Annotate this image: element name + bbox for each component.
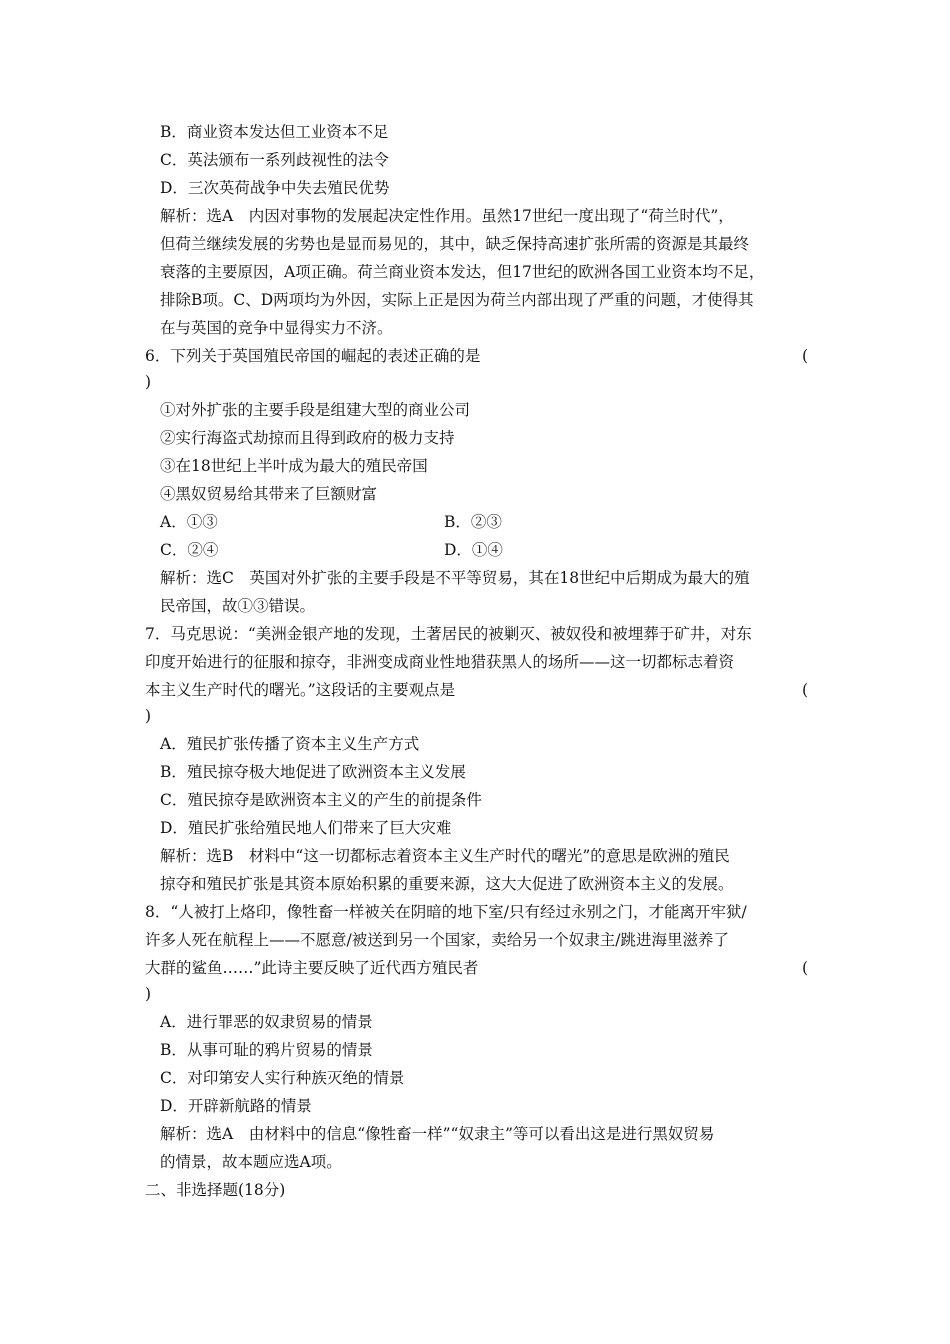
q7-stem-line: 本主义生产时代的曙光。”这段话的主要观点是 <box>145 681 456 699</box>
q6-option-c: C．②④ <box>160 541 219 559</box>
q8-analysis-line: 的情景，故本题应选A项。 <box>160 1153 342 1171</box>
q6-stem <box>0 346 950 366</box>
q8-option-d: D．开辟新航路的情景 <box>160 1097 312 1115</box>
q5-analysis-line: 衰落的主要原因，A项正确。荷兰商业资本发达，但17世纪的欧洲各国工业资本均不足， <box>160 263 765 281</box>
q5-analysis-line: 但荷兰继续发展的劣势也是显而易见的，其中，缺乏保持高速扩张所需的资源是其最终 <box>160 235 750 253</box>
q7-analysis-line: 掠夺和殖民扩张是其资本原始积累的重要来源，这大大促进了欧洲资本主义的发展。 <box>160 875 734 893</box>
q8-analysis-line: 解析：选A 由材料中的信息“像牲畜一样”“奴隶主”等可以看出这是进行黑奴贸易 <box>160 1125 715 1143</box>
q6-options-row-1 <box>0 512 950 532</box>
q6-stem-text: 6．下列关于英国殖民帝国的崛起的表述正确的是 <box>145 347 481 365</box>
q8-option-a: A．进行罪恶的奴隶贸易的情景 <box>160 1013 373 1031</box>
q7-answer-paren-close: ) <box>145 707 152 725</box>
q6-answer-paren-open: ( <box>802 347 809 365</box>
q6-analysis-line: 解析：选C 英国对外扩张的主要手段是不平等贸易，其在18世纪中后期成为最大的殖 <box>160 569 750 587</box>
q8-answer-paren-open: ( <box>802 959 809 977</box>
q5-option-d: D．三次英荷战争中失去殖民优势 <box>160 179 390 197</box>
q8-answer-paren-close: ) <box>145 985 152 1003</box>
q8-stem-line: 大群的鲨鱼……”此诗主要反映了近代西方殖民者 <box>145 959 479 977</box>
q8-stem-last <box>0 958 950 978</box>
q6-analysis-line: 民帝国，故①③错误。 <box>160 597 316 615</box>
q7-answer-paren-open: ( <box>802 681 809 699</box>
q6-item: ①对外扩张的主要手段是组建大型的商业公司 <box>160 401 471 419</box>
q6-option-a: A．①③ <box>160 513 218 531</box>
q7-option-b: B．殖民掠夺极大地促进了欧洲资本主义发展 <box>160 763 466 781</box>
q8-stem-line: 许多人死在航程上——不愿意/被送到另一个国家，卖给另一个奴隶主/跳进海里滋养了 <box>145 931 729 949</box>
q7-option-c: C．殖民掠夺是欧洲资本主义的产生的前提条件 <box>160 791 482 809</box>
q5-analysis-line: 解析：选A 内因对事物的发展起决定性作用。虽然17世纪一度出现了“荷兰时代”， <box>160 207 734 225</box>
q8-option-c: C．对印第安人实行种族灭绝的情景 <box>160 1069 405 1087</box>
q6-item: ②实行海盗式劫掠而且得到政府的极力支持 <box>160 429 455 447</box>
q7-option-d: D．殖民扩张给殖民地人们带来了巨大灾难 <box>160 819 452 837</box>
q6-options-row-2 <box>0 540 950 560</box>
q7-option-a: A．殖民扩张传播了资本主义生产方式 <box>160 735 420 753</box>
q5-analysis-line: 在与英国的竞争中显得实力不济。 <box>160 319 393 337</box>
q7-stem-line: 7．马克思说：“美洲金银产地的发现，土著居民的被剿灭、被奴役和被埋葬于矿井，对东 <box>145 625 752 643</box>
q6-answer-paren-close: ) <box>145 373 152 391</box>
q6-option-d: D．①④ <box>444 541 503 559</box>
q8-option-b: B．从事可耻的鸦片贸易的情景 <box>160 1041 373 1059</box>
q8-stem-line: 8．“人被打上烙印，像牲畜一样被关在阴暗的地下室/只有经过永别之门，才能离开牢狱/ <box>145 903 747 921</box>
q7-analysis-line: 解析：选B 材料中“这一切都标志着资本主义生产时代的曙光”的意思是欧洲的殖民 <box>160 847 730 865</box>
section-heading: 二、非选择题(18分) <box>145 1181 286 1199</box>
q5-option-b: B．商业资本发达但工业资本不足 <box>160 123 389 141</box>
q5-analysis-line: 排除B项。C、D两项均为外因，实际上正是因为荷兰内部出现了严重的问题，才使得其 <box>160 291 754 309</box>
q6-option-b: B．②③ <box>444 513 502 531</box>
q7-stem-last <box>0 680 950 700</box>
q6-item: ③在18世纪上半叶成为最大的殖民帝国 <box>160 457 428 475</box>
q5-option-c: C．英法颁布一系列歧视性的法令 <box>160 151 389 169</box>
q7-stem-line: 印度开始进行的征服和掠夺，非洲变成商业性地猎获黑人的场所——这一切都标志着资 <box>145 653 735 671</box>
q6-item: ④黑奴贸易给其带来了巨额财富 <box>160 485 378 503</box>
